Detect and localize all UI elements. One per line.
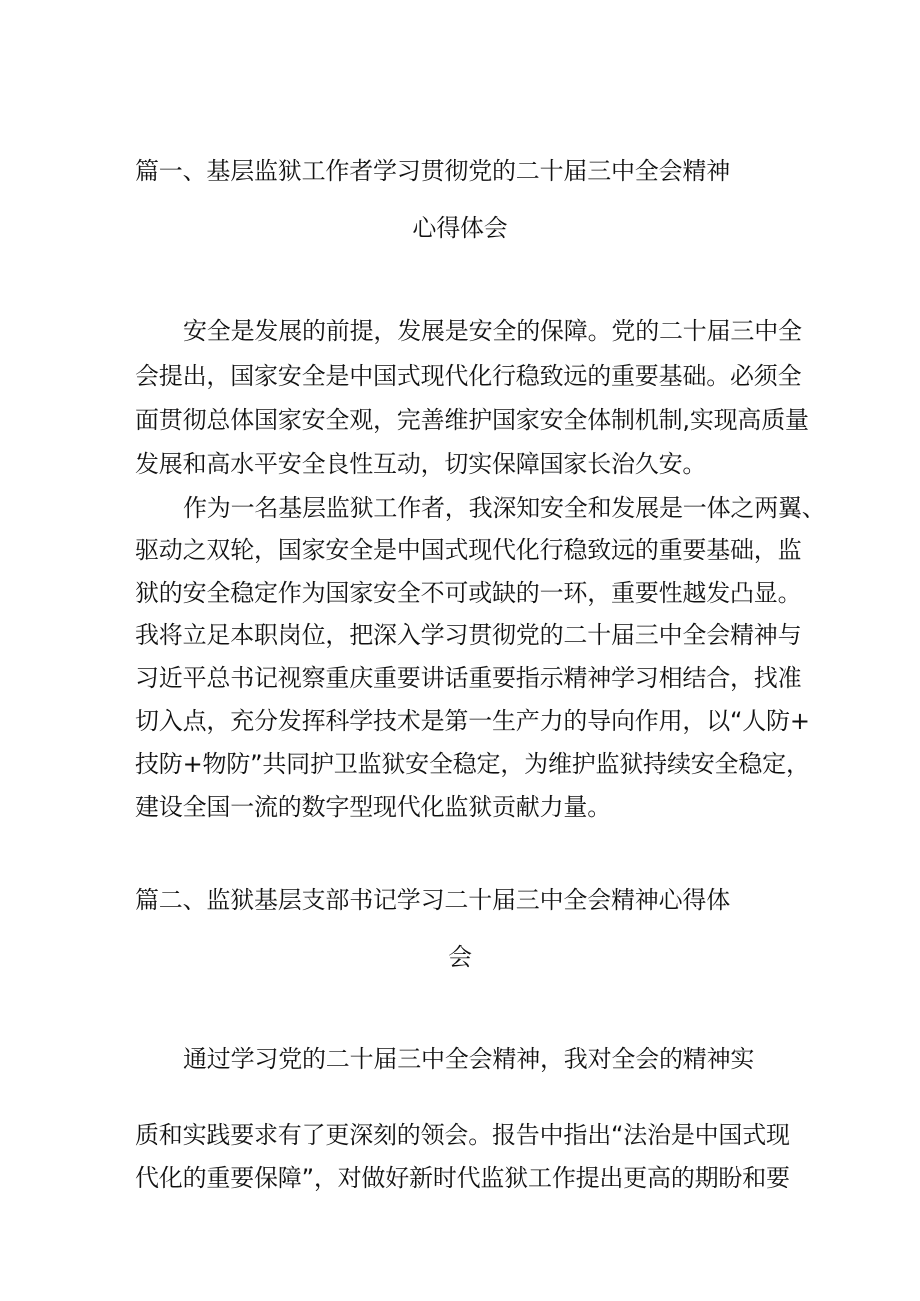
section2-title-line1: 篇二、监狱基层支部书记学习二十届三中全会精神心得体 xyxy=(135,886,730,914)
section1-para2-line6: 切入点，充分发挥科学技术是第一生产力的导向作用，以“人防+ xyxy=(135,707,810,735)
section2-para1-line1: 通过学习党的二十届三中全会精神，我对全会的精神实 xyxy=(183,1045,755,1073)
section1-title-line1: 篇一、基层监狱工作者学习贯彻党的二十届三中全会精神 xyxy=(135,157,730,185)
section1-para2-line2: 驱动之双轮，国家安全是中国式现代化行稳致远的重要基础，监 xyxy=(135,536,802,564)
section1-para2-line3: 狱的安全稳定作为国家安全不可或缺的一环，重要性越发凸显。 xyxy=(135,579,802,607)
section1-para2-line5: 习近平总书记视察重庆重要讲话重要指示精神学习相结合，找准 xyxy=(135,664,802,692)
section1-para1-line4: 发展和高水平安全良性互动，切实保障国家长治久安。 xyxy=(135,450,707,478)
section2-title-line2: 会 xyxy=(448,943,472,971)
section1-para2-line4: 我将立足本职岗位，把深入学习贯彻党的二十届三中全会精神与 xyxy=(135,621,802,649)
section2-para1-line2: 质和实践要求有了更深刻的领会。报告中指出“法治是中国式现 xyxy=(135,1121,790,1149)
section1-para2-line1: 作为一名基层监狱工作者，我深知安全和发展是一体之两翼、 xyxy=(183,494,826,522)
section1-para1-line3: 面贯彻总体国家安全观，完善维护国家安全体制机制,实现高质量 xyxy=(135,406,809,434)
section2-para1-line3: 代化的重要保障”，对做好新时代监狱工作提出更高的期盼和要 xyxy=(135,1164,790,1192)
section1-title-line2: 心得体会 xyxy=(412,214,508,242)
section1-para2-line7: 技防+物防”共同护卫监狱安全稳定，为维护监狱持续安全稳定， xyxy=(135,750,810,778)
section1-para1-line1: 安全是发展的前提，发展是安全的保障。党的二十届三中全 xyxy=(183,317,802,345)
section1-para2-line8: 建设全国一流的数字型现代化监狱贡献力量。 xyxy=(135,793,611,821)
section1-para1-line2: 会提出，国家安全是中国式现代化行稳致远的重要基础。必须全 xyxy=(135,362,802,390)
